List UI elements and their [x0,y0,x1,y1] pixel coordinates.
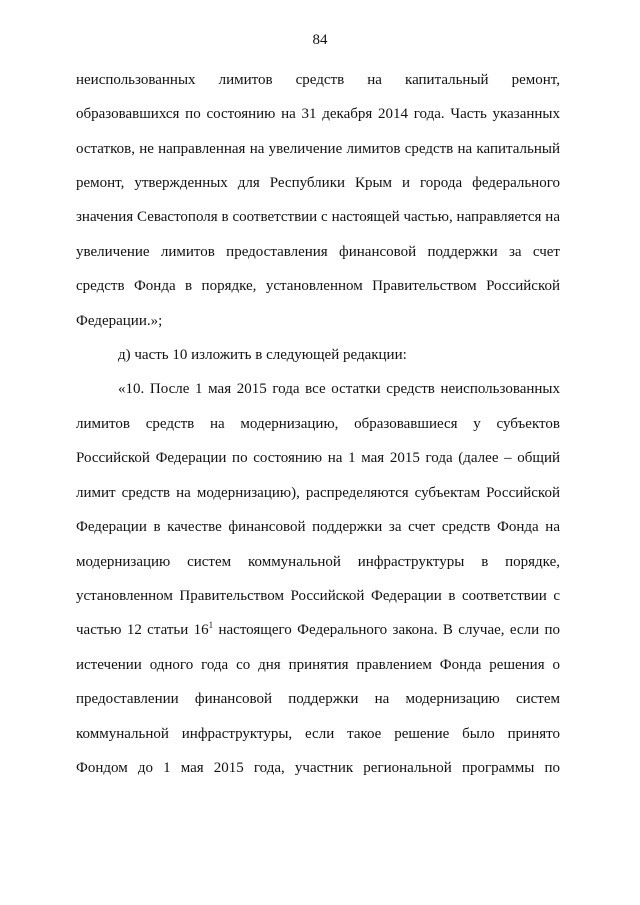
text-line: «10. После 1 мая 2015 года все остатки средств неиспользованных [118,381,560,397]
text-line: остатков, не направленная на увеличение лимитов средств на капитальный [76,141,560,157]
text-line: средств Фонда в порядке, установленном Правительством Российской [76,278,560,294]
text-line-with-superscript [76,620,560,640]
text-line: образовавшихся по состоянию на 31 декабря 2014 года. Часть указанных [76,106,560,122]
text-line: д) часть 10 изложить в следующей редакции: [118,347,407,363]
text-line: увеличение лимитов предоставления финансовой поддержки за счет [76,244,560,260]
text-line: Федерации в качестве финансовой поддержки за счет средств Фонда на [76,519,560,535]
text-line: лимит средств на модернизацию), распределяются субъектам Российской [76,485,560,501]
text-line: лимитов средств на модернизацию, образовавшиеся у субъектов [76,416,560,432]
page-number: 84 [312,32,328,48]
text-segment: частью 12 статьи 16 [76,622,209,638]
text-line: неиспользованных лимитов средств на капитальный ремонт, [76,72,560,88]
superscript: 1 [208,620,214,630]
text-segment: настоящего Федерального закона. В случае, если по [213,622,560,638]
text-line: ремонт, утвержденных для Республики Крым и города федерального [76,175,560,191]
text-line: коммунальной инфраструктуры, если такое решение было принято [76,726,560,742]
text-line: установленном Правительством Российской Федерации в соответствии с [76,588,560,604]
text-line: Фондом до 1 мая 2015 года, участник региональной программы по [76,760,560,776]
text-line: Федерации.»; [76,313,163,329]
text-line: Российской Федерации по состоянию на 1 мая 2015 года (далее – общий [76,450,560,466]
text-line: модернизацию систем коммунальной инфраструктуры в порядке, [76,554,560,570]
text-line: истечении одного года со дня принятия правлением Фонда решения о [76,657,560,673]
text-line: предоставлении финансовой поддержки на модернизацию систем [76,691,560,707]
text-line: значения Севастополя в соответствии с настоящей частью, направляется на [76,209,560,225]
